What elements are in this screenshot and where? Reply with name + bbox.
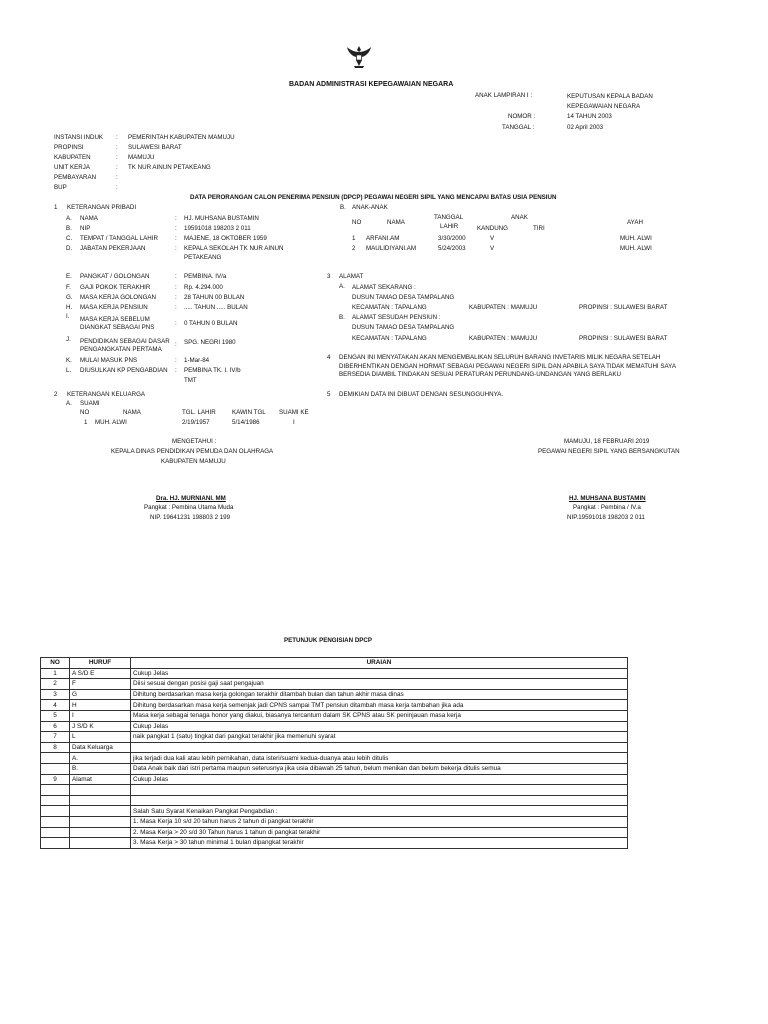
nip-value: 19591018 198203 2 011 xyxy=(184,225,251,232)
cell-no: 8 xyxy=(41,742,70,753)
cell-uraian: Masa kerja sebagai tenaga honor yang diakui, biasanya tercantum dalam SK CPNS atau SK peninjauan masa kerja xyxy=(131,710,628,721)
cell-uraian: jika terjadi dua kali atau lebih pernikahan, data isteri/suami kedua-duanya atau lebih ditulis xyxy=(131,753,628,764)
anak-key: B. xyxy=(340,204,346,211)
cell-huruf xyxy=(70,838,131,849)
alamat-pensiun-line: DUSUN TAMAO DESA TAMPALANG xyxy=(352,324,455,331)
alamat-pensiun-kecamatan: KECAMATAN : TAPALANG xyxy=(352,335,427,342)
colon: : xyxy=(175,235,177,242)
cell-huruf xyxy=(70,806,131,817)
colon: : xyxy=(175,245,177,252)
table-row xyxy=(41,742,628,753)
cell-uraian xyxy=(131,795,628,806)
pernyataan-line-5: DEMIKIAN DATA INI DIBUAT DENGAN SESUNGGUHNYA. xyxy=(339,391,504,398)
item-key: K. xyxy=(66,357,72,364)
nip-label: NIP xyxy=(80,225,91,232)
instansi-label: INSTANSI INDUK xyxy=(54,134,104,141)
anak-row-lahir: 3/30/2000 xyxy=(438,235,466,242)
cell-uraian: Dihitung berdasarkan masa kerja semenjak jadi CPNS sampai TMT pensiun ditambah masa kerja tambahan jika ada xyxy=(131,700,628,711)
cell-huruf: L xyxy=(70,732,131,743)
cell-no: 5 xyxy=(41,710,70,721)
suami-row-no: 1 xyxy=(84,419,88,426)
mulai-pns-value: 1-Mar-84 xyxy=(184,357,210,364)
item-key: G. xyxy=(66,294,73,301)
masa-pensiun-value: ..... TAHUN ..... BULAN xyxy=(184,304,248,311)
cell-no xyxy=(41,785,70,796)
mulai-pns-label: MULAI MASUK PNS xyxy=(80,357,138,364)
colon: : xyxy=(116,134,118,141)
lampiran-label: ANAK LAMPIRAN I : xyxy=(475,92,533,99)
pangkat-value: PEMBINA. IV/a xyxy=(184,273,227,280)
usulan-kp-value: PEMBINA TK. I. IV/b xyxy=(184,367,241,374)
suami-header-nama: NAMA xyxy=(123,409,141,416)
tanggal-value: 02 April 2003 xyxy=(567,124,604,131)
cell-uraian xyxy=(131,785,628,796)
colon: : xyxy=(175,367,177,374)
cell-uraian: Cukup Jelas xyxy=(131,668,628,679)
anak-header-nama: NAMA xyxy=(387,219,405,226)
table-row xyxy=(41,806,628,817)
alamat-sekarang-kecamatan: KECAMATAN : TAPALANG xyxy=(352,304,427,311)
alamat-pensiun-label: ALAMAT SESUDAH PENSIUN : xyxy=(352,314,441,321)
cell-no xyxy=(41,753,70,764)
section-5-number: 5 xyxy=(327,391,331,398)
alamat-pensiun-kabupaten: KABUPATEN : MAMUJU xyxy=(469,335,538,342)
anak-row-ayah: MUH. ALWI xyxy=(620,245,652,252)
cell-uraian: 1. Masa Kerja 10 s/d 20 tahun harus 2 tahun di pangkat terakhir xyxy=(131,816,628,827)
propinsi-label: PROPINSI xyxy=(54,144,84,151)
sign-right-line-1: MAMUJU, 18 FEBRUARI 2019 xyxy=(564,438,650,445)
alamat-b-key: B. xyxy=(339,314,345,321)
cell-no: 2 xyxy=(41,679,70,690)
sign-left-nip: NIP. 19641231 198803 2 199 xyxy=(150,514,231,521)
table-header-row xyxy=(41,658,628,669)
pernyataan-line-3: BERSEDIA DIAMBIL TINDAKAN SESUAI PERATURAN PERUNDANG-UNDANGAN YANG BERLAKU xyxy=(339,371,621,378)
gaji-label: GAJI POKOK TERAKHIR xyxy=(80,284,151,291)
colon: : xyxy=(175,284,177,291)
anak-row-no: 2 xyxy=(352,245,356,252)
garuda-emblem-icon xyxy=(346,44,372,70)
cell-huruf xyxy=(70,795,131,806)
item-key: B. xyxy=(66,225,72,232)
cell-uraian: Data Anak baik dari istri pertama maupun seterusnya jika usia dibawah 25 tahun, belum menikan dan belum bekerja ditulis semua xyxy=(131,763,628,774)
cell-huruf xyxy=(70,785,131,796)
anak-label: ANAK-ANAK xyxy=(352,204,388,211)
cell-no: 4 xyxy=(41,700,70,711)
item-key: I. xyxy=(66,313,70,320)
cell-uraian: 3. Masa Kerja > 30 tahun minimal 1 bulan dipangkat terakhir xyxy=(131,838,628,849)
anak-row-nama: ARFANI.AM xyxy=(366,235,400,242)
table-row xyxy=(41,763,628,774)
header-uraian: URAIAN xyxy=(131,658,628,669)
table-row xyxy=(41,838,628,849)
alamat-a-key: A. xyxy=(339,283,345,290)
usulan-kp-value-2: TMT xyxy=(184,377,197,384)
cell-huruf: Alamat xyxy=(70,774,131,785)
pendidikan-label: PENDIDIKAN SEBAGAI DASAR xyxy=(80,338,170,345)
table-row xyxy=(41,785,628,796)
section-3-title: ALAMAT xyxy=(339,273,364,280)
sign-right-name: HJ. MUHSANA BUSTAMIN xyxy=(569,495,646,502)
pendidikan-label-2: PENGANGKATAN PERTAMA xyxy=(80,346,162,353)
nomor-value: 14 TAHUN 2003 xyxy=(567,113,612,120)
usulan-kp-label: DIUSULKAN KP PENGABDIAN xyxy=(80,367,168,374)
anak-header-tanggal: TANGGAL xyxy=(434,214,464,221)
alamat-sekarang-label: ALAMAT SEKARANG : xyxy=(352,284,416,291)
petunjuk-title: PETUNJUK PENGISIAN DPCP xyxy=(284,637,373,644)
table-row xyxy=(41,753,628,764)
masa-sebelum-label-2: DIANGKAT SEBAGAI PNS xyxy=(80,324,155,331)
sign-right-line-2: PEGAWAI NEGERI SIPIL YANG BERSANGKUTAN xyxy=(538,448,680,455)
sign-right-pangkat: Pangkat : Pembina / IV.a xyxy=(573,504,641,511)
alamat-pensiun-propinsi: PROPINSI : SULAWESI BARAT xyxy=(579,335,668,342)
gaji-value: Rp. 4.294.000 xyxy=(184,284,223,291)
kabupaten-label: KABUPATEN xyxy=(54,154,91,161)
cell-no xyxy=(41,795,70,806)
pendidikan-value: SPG. NEGRI 1980 xyxy=(184,339,236,346)
lampiran-value-2: KEPEGAWAIAN NEGARA xyxy=(567,103,641,110)
item-key: J. xyxy=(66,336,71,343)
cell-uraian: Cukup Jelas xyxy=(131,721,628,732)
suami-header-no: NO xyxy=(80,409,90,416)
sign-left-line-2: KEPALA DINAS PENDIDIKAN PEMUDA DAN OLAHRAGA xyxy=(111,448,274,455)
pembayaran-label: PEMBAYARAN xyxy=(54,174,97,181)
anak-row-no: 1 xyxy=(352,235,356,242)
anak-header-no: NO xyxy=(352,219,362,226)
section-2-title: KETERANGAN KELUARGA xyxy=(67,391,146,398)
table-row xyxy=(41,700,628,711)
item-key: A. xyxy=(66,215,72,222)
kabupaten-value: MAMUJU xyxy=(128,154,155,161)
anak-row-kandung: V xyxy=(490,235,495,242)
masa-sebelum-value: 0 TAHUN 0 BULAN xyxy=(184,320,238,327)
cell-uraian: Cukup Jelas xyxy=(131,774,628,785)
sign-left-line-1: MENGETAHUI : xyxy=(172,438,217,445)
pernyataan-line-2: DIBERHENTIKAN DENGAN HORMAT SEBAGAI PEGAWAI NEGERI SIPIL DAN APABILA SAYA TIDAK MEMATUHI SAYA xyxy=(339,363,676,370)
colon: : xyxy=(116,154,118,161)
cell-no: 7 xyxy=(41,732,70,743)
suami-row-kawin: 5/14/1986 xyxy=(232,419,260,426)
colon: : xyxy=(116,184,118,191)
nama-value: HJ. MUHSANA BUSTAMIN xyxy=(184,215,259,222)
petunjuk-table xyxy=(40,657,628,849)
item-key: E. xyxy=(66,273,72,280)
instansi-value: PEMERINTAH KABUPATEN MAMUJU xyxy=(128,134,235,141)
section-2-number: 2 xyxy=(54,391,58,398)
section-3-number: 3 xyxy=(327,273,331,280)
anak-row-nama: MAULIDIYANI.AM xyxy=(366,245,417,252)
nama-label: NAMA xyxy=(80,215,98,222)
header-no: NO xyxy=(41,658,70,669)
masa-golongan-value: 28 TAHUN 00 BULAN xyxy=(184,294,245,301)
header-huruf: HURUF xyxy=(70,658,131,669)
section-1-title: KETERANGAN PRIBADI xyxy=(67,204,137,211)
colon: : xyxy=(116,174,118,181)
suami-row-ke: I xyxy=(293,419,295,426)
unit-kerja-label: UNIT KERJA xyxy=(54,164,90,171)
cell-no xyxy=(41,806,70,817)
table-row xyxy=(41,721,628,732)
cell-uraian: Dihitung berdasarkan masa kerja golongan terakhir ditambah bulan dan tahun akhir masa dinas xyxy=(131,689,628,700)
masa-pensiun-label: MASA KERJA PENSIUN xyxy=(80,304,148,311)
cell-no xyxy=(41,816,70,827)
cell-huruf: J S/D K xyxy=(70,721,131,732)
colon: : xyxy=(175,294,177,301)
colon: : xyxy=(116,164,118,171)
bup-label: BUP xyxy=(54,184,67,191)
suami-header-lahir: TGL. LAHIR xyxy=(182,409,216,416)
nomor-label: NOMOR : xyxy=(508,113,536,120)
colon: : xyxy=(175,304,177,311)
cell-uraian: Salah Satu Syarat Kenaikan Pangkat Pengabdian : xyxy=(131,806,628,817)
cell-huruf: G xyxy=(70,689,131,700)
sign-left-pangkat: Pangkat : Pembina Utama Muda xyxy=(144,504,234,511)
cell-no xyxy=(41,763,70,774)
tanggal-label: TANGGAL : xyxy=(502,124,535,131)
colon: : xyxy=(175,341,177,348)
suami-label: SUAMI xyxy=(80,400,100,407)
sign-right-nip: NIP.19591018 198203 2 011 xyxy=(567,514,645,521)
section-1-number: 1 xyxy=(54,204,58,211)
masa-golongan-label: MASA KERJA GOLONGAN xyxy=(80,294,156,301)
item-key: D. xyxy=(66,245,73,252)
item-key: F. xyxy=(66,284,71,291)
sign-left-name: Dra. HJ. MURNIANI. MM xyxy=(156,495,226,502)
item-key: H. xyxy=(66,304,73,311)
cell-uraian: Diisi sesuai dengan posisi gaji saat pengajuan xyxy=(131,679,628,690)
item-key: C. xyxy=(66,235,73,242)
table-row xyxy=(41,774,628,785)
alamat-sekarang-propinsi: PROPINSI : SULAWESI BARAT xyxy=(579,304,668,311)
suami-row-nama: MUH. ALWI xyxy=(95,419,127,426)
anak-row-lahir: 5/24/2003 xyxy=(438,245,466,252)
jabatan-label: JABATAN PEKERJAAN xyxy=(80,245,146,252)
pangkat-label: PANGKAT / GOLONGAN xyxy=(80,273,150,280)
table-row xyxy=(41,668,628,679)
cell-no: 3 xyxy=(41,689,70,700)
anak-row-ayah: MUH. ALWI xyxy=(620,235,652,242)
suami-row-lahir: 2/19/1957 xyxy=(182,419,210,426)
ttl-value: MAJENE, 18 OKTOBER 1959 xyxy=(184,235,267,242)
cell-huruf xyxy=(70,816,131,827)
cell-huruf: A S/D E xyxy=(70,668,131,679)
cell-uraian xyxy=(131,742,628,753)
table-row xyxy=(41,710,628,721)
cell-uraian: 2. Masa Kerja > 20 s/d 30 Tahun harus 1 tahun di pangkat terakhir xyxy=(131,827,628,838)
cell-huruf: H xyxy=(70,700,131,711)
cell-huruf: B. xyxy=(70,763,131,774)
cell-huruf xyxy=(70,827,131,838)
colon: : xyxy=(175,225,177,232)
main-title: DATA PERORANGAN CALON PENERIMA PENSIUN (DPCP) PEGAWAI NEGERI SIPIL YANG MENCAPAI BATAS USIA PENSIUN xyxy=(190,194,557,201)
alamat-sekarang-kabupaten: KABUPATEN : MAMUJU xyxy=(469,304,538,311)
ttl-label: TEMPAT / TANGGAL LAHIR xyxy=(80,235,158,242)
table-row xyxy=(41,689,628,700)
cell-uraian: naik pangkat 1 (satu) tingkat dari pangkat terakhir jika memenuhi syarat xyxy=(131,732,628,743)
table-row xyxy=(41,816,628,827)
cell-no: 9 xyxy=(41,774,70,785)
cell-huruf: Data Keluarga xyxy=(70,742,131,753)
cell-no: 6 xyxy=(41,721,70,732)
anak-header-anak: ANAK xyxy=(511,214,528,221)
unit-kerja-value: TK NUR AINUN PETAKEANG xyxy=(128,164,211,171)
table-row xyxy=(41,827,628,838)
colon: : xyxy=(175,273,177,280)
lampiran-value: KEPUTUSAN KEPALA BADAN xyxy=(567,93,653,100)
jabatan-value: KEPALA SEKOLAH TK NUR AINUN xyxy=(184,245,284,252)
cell-huruf: F xyxy=(70,679,131,690)
jabatan-value-2: PETAKEANG xyxy=(184,254,222,261)
table-row xyxy=(41,679,628,690)
colon: : xyxy=(175,215,177,222)
table-row xyxy=(41,732,628,743)
suami-header-ke: SUAMI KE xyxy=(279,409,309,416)
anak-header-kandung: KANDUNG xyxy=(477,225,508,232)
cell-no xyxy=(41,827,70,838)
colon: : xyxy=(175,357,177,364)
alamat-sekarang-line: DUSUN TAMAO DESA TAMPALANG xyxy=(352,294,455,301)
section-4-number: 4 xyxy=(327,354,331,361)
anak-header-tiri: TIRI xyxy=(533,225,545,232)
item-key: L. xyxy=(66,367,72,374)
pernyataan-line-1: DENGAN INI MENYATAKAN AKAN MENGEMBALIKAN SELURUH BARANG INVETARIS MILIK NEGARA SETELAH xyxy=(339,354,661,361)
colon: : xyxy=(116,144,118,151)
anak-row-kandung: V xyxy=(490,245,495,252)
cell-no: 1 xyxy=(41,668,70,679)
cell-no xyxy=(41,838,70,849)
colon: : xyxy=(175,320,177,327)
table-row xyxy=(41,795,628,806)
anak-header-lahir: LAHIR xyxy=(440,223,459,230)
anak-header-ayah: AYAH xyxy=(627,219,643,226)
cell-huruf: A. xyxy=(70,753,131,764)
suami-key: A. xyxy=(66,400,72,407)
sign-left-line-3: KABUPATEN MAMUJU xyxy=(161,458,226,465)
propinsi-value: SULAWESI BARAT xyxy=(128,144,182,151)
masa-sebelum-label: MASA KERJA SEBELUM xyxy=(80,316,150,323)
cell-huruf: I xyxy=(70,710,131,721)
suami-header-kawin: KAWIN TGL xyxy=(232,409,266,416)
agency-title: BADAN ADMINISTRASI KEPEGAWAIAN NEGARA xyxy=(289,81,454,88)
